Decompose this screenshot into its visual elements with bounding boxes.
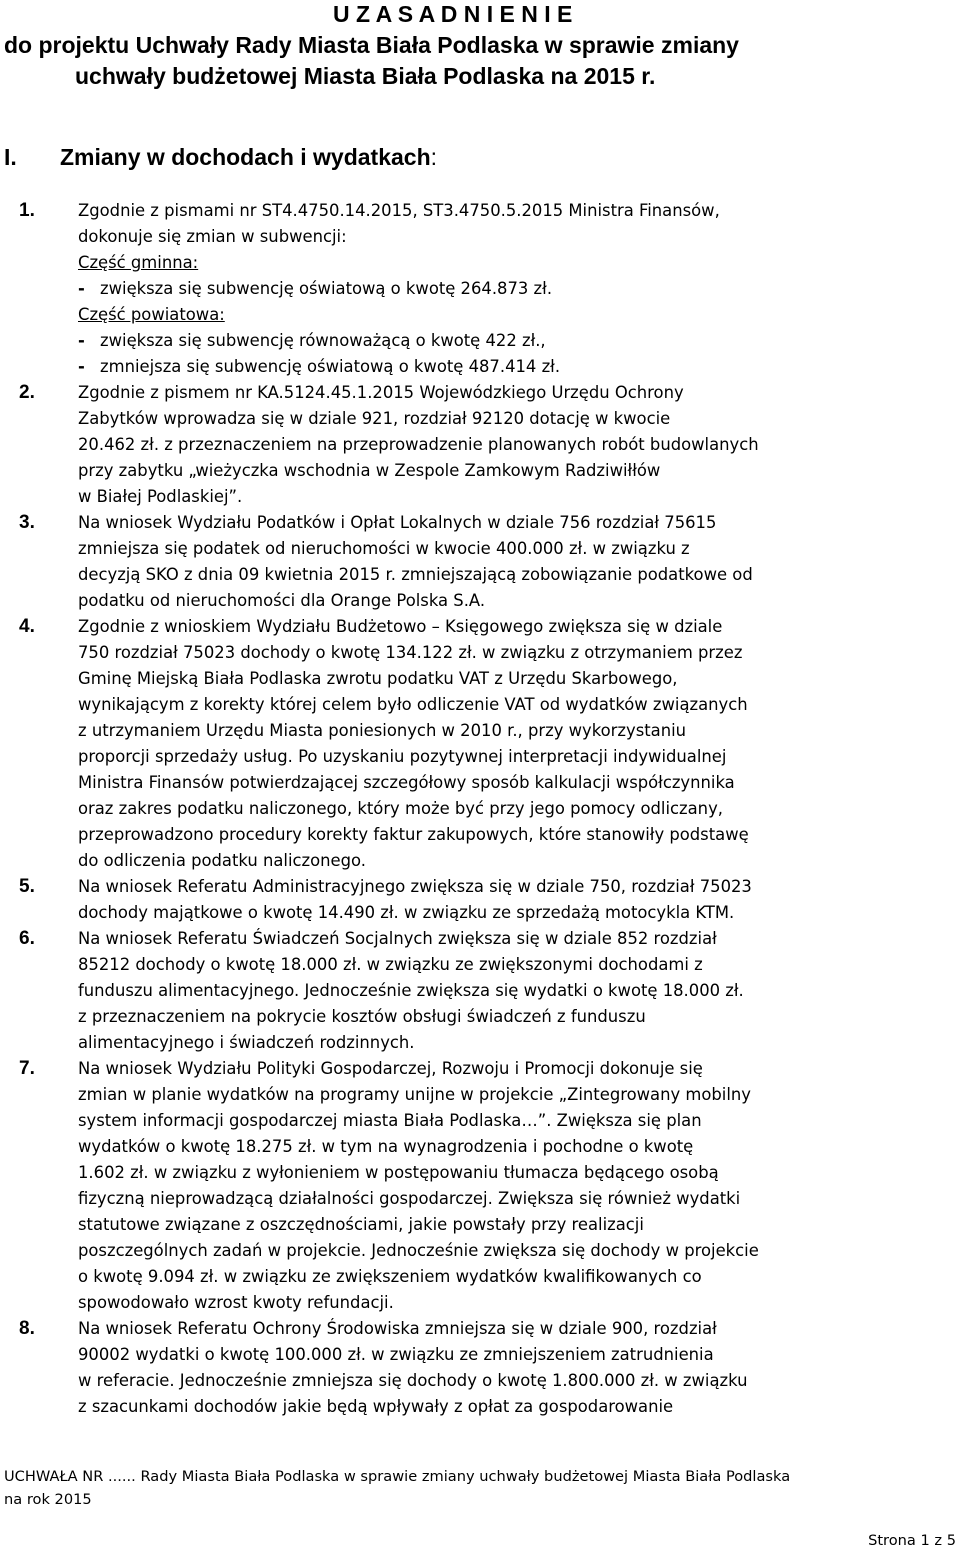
item-bullet-line: - zwiększa się subwencję równoważącą o kwotę 422 zł.,: [78, 328, 960, 354]
item-line: Zgodnie z pismami nr ST4.4750.14.2015, ST3.4750.5.2015 Ministra Finansów,: [78, 201, 720, 220]
item-line: poszczególnych zadań w projekcie. Jednocześnie zwiększa się dochody w projekcie: [78, 1241, 759, 1260]
item-line: 85212 dochody o kwotę 18.000 zł. w związku ze zwiększonymi dochodami z: [78, 955, 703, 974]
item-line: w Białej Podlaskiej”.: [78, 487, 243, 506]
item-line: z szacunkami dochodów jakie będą wpływały z opłat za gospodarowanie: [78, 1397, 674, 1416]
item-number: 2.: [19, 382, 35, 403]
item-line: alimentacyjnego i świadczeń rodzinnych.: [78, 1033, 415, 1052]
item-line: do odliczenia podatku naliczonego.: [78, 851, 366, 870]
item-line: Gminę Miejską Biała Podlaska zwrotu podatku VAT z Urzędu Skarbowego,: [78, 669, 678, 688]
item-line: w referacie. Jednocześnie zmniejsza się dochody o kwotę 1.800.000 zł. w związku: [78, 1371, 748, 1390]
item-line: dochody majątkowe o kwotę 14.490 zł. w związku ze sprzedażą motocykla KTM.: [78, 903, 735, 922]
item-line: przeprowadzono procedury korekty faktur zakupowych, które stanowiły podstawę: [78, 825, 749, 844]
item-line: Na wniosek Referatu Administracyjnego zwiększa się w dziale 750, rozdział 75023: [78, 877, 752, 896]
item-line: Na wniosek Referatu Ochrony Środowiska zmniejsza się w dziale 900, rozdział: [78, 1319, 717, 1338]
item-line: z przeznaczeniem na pokrycie kosztów obsługi świadczeń z funduszu: [78, 1007, 646, 1026]
list-item-1: [0, 198, 960, 380]
item-line: o kwotę 9.094 zł. w związku ze zwiększeniem wydatków kwalifikowanych co: [78, 1267, 702, 1286]
item-line: Na wniosek Wydziału Polityki Gospodarczej, Rozwoju i Promocji dokonuje się: [78, 1059, 703, 1078]
item-line: spowodowało wzrost kwoty refundacji.: [78, 1293, 394, 1312]
item-line: proporcji sprzedaży usług. Po uzyskaniu pozytywnej interpretacji indywidualnej: [78, 747, 727, 766]
item-line: przy zabytku „wieżyczka wschodnia w Zespole Zamkowym Radziwiłłów: [78, 461, 661, 480]
item-number: 1.: [19, 200, 35, 221]
page-number: Strona 1 z 5: [868, 1532, 956, 1549]
item-line: dokonuje się zmian w subwencji:: [78, 227, 347, 246]
section-title: Zmiany w dochodach i wydatkach: [60, 144, 431, 170]
item-number: 3.: [19, 512, 35, 533]
item-line: Zgodnie z wnioskiem Wydziału Budżetowo – Księgowego zwiększa się w dziale: [78, 617, 723, 636]
item-line: statutowe związane z oszczędnościami, jakie powstały przy realizacji: [78, 1215, 644, 1234]
list-item-8: [0, 1316, 960, 1420]
item-bullet-line: - zwiększa się subwencję oświatową o kwotę 264.873 zł.: [78, 276, 960, 302]
item-line: Zgodnie z pismem nr KA.5124.45.1.2015 Wojewódzkiego Urzędu Ochrony: [78, 383, 684, 402]
item-line: Zabytków wprowadza się w dziale 921, rozdział 92120 dotację w kwocie: [78, 409, 671, 428]
footer-year-line: na rok 2015: [4, 1491, 92, 1508]
section-title-colon: :: [430, 144, 438, 170]
item-bullet-line: - zmniejsza się subwencję oświatową o kwotę 487.414 zł.: [78, 354, 960, 380]
item-line: funduszu alimentacyjnego. Jednocześnie zwiększa się wydatki o kwotę 18.000 zł.: [78, 981, 744, 1000]
item-line: 1.602 zł. w związku z wyłonieniem w postępowaniu tłumacza będącego osobą: [78, 1163, 719, 1182]
changes-list: [0, 198, 960, 1420]
section-number: I.: [4, 144, 17, 170]
document-subtitle-line-1: do projektu Uchwały Rady Miasta Biała Podlaska w sprawie zmiany: [4, 32, 739, 58]
item-line: wydatków o kwotę 18.275 zł. w tym na wynagrodzenia i pochodne o kwotę: [78, 1137, 694, 1156]
document-subtitle-line-2: uchwały budżetowej Miasta Biała Podlaska na 2015 r.: [75, 63, 656, 89]
page-footer: [4, 1465, 790, 1511]
list-item-7: [0, 1056, 960, 1316]
footer-resolution-line: UCHWAŁA NR ...... Rady Miasta Biała Podlaska w sprawie zmiany uchwały budżetowej Miasta Biała Podlaska: [4, 1468, 791, 1485]
list-item-3: [0, 510, 960, 614]
item-number: 6.: [19, 928, 35, 949]
item-number: 5.: [19, 876, 35, 897]
item-line: oraz zakres podatku naliczonego, który może być przy jego pomocy odliczany,: [78, 799, 723, 818]
list-item-2: [0, 380, 960, 510]
part-heading-powiatowa: Część powiatowa:: [78, 305, 225, 324]
item-line: Ministra Finansów potwierdzającej szczegółowy sposób kalkulacji współczynnika: [78, 773, 735, 792]
item-number: 7.: [19, 1058, 35, 1079]
dash-bullet: -: [78, 331, 85, 350]
item-line: wynikającym z korekty której celem było odliczenie VAT od wydatków związanych: [78, 695, 748, 714]
item-line: podatku od nieruchomości dla Orange Polska S.A.: [78, 591, 486, 610]
list-item-6: [0, 926, 960, 1056]
item-number: 8.: [19, 1318, 35, 1339]
document-title: U Z A S A D N I E N I E: [333, 1, 573, 27]
dash-bullet: -: [78, 357, 85, 376]
dash-bullet: -: [78, 279, 85, 298]
item-line: z utrzymaniem Urzędu Miasta poniesionych w 2010 r., przy wykorzystaniu: [78, 721, 687, 740]
part-heading-gminna: Część gminna:: [78, 253, 199, 272]
list-item-4: [0, 614, 960, 874]
item-line: system informacji gospodarczej miasta Biała Podlaska…”. Zwiększa się plan: [78, 1111, 702, 1130]
item-line: 90002 wydatki o kwotę 100.000 zł. w związku ze zmniejszeniem zatrudnienia: [78, 1345, 714, 1364]
list-item-5: [0, 874, 960, 926]
item-line: zmniejsza się podatek od nieruchomości w kwocie 400.000 zł. w związku z: [78, 539, 690, 558]
item-line: Na wniosek Wydziału Podatków i Opłat Lokalnych w dziale 756 rozdział 75615: [78, 513, 717, 532]
item-line: fizyczną nieprowadzącą działalności gospodarczej. Zwiększa się również wydatki: [78, 1189, 741, 1208]
item-line: 750 rozdział 75023 dochody o kwotę 134.122 zł. w związku z otrzymaniem przez: [78, 643, 743, 662]
item-number: 4.: [19, 616, 35, 637]
item-line: decyzją SKO z dnia 09 kwietnia 2015 r. zmniejszającą zobowiązanie podatkowe od: [78, 565, 753, 584]
item-line: zmian w planie wydatków na programy unijne w projekcie „Zintegrowany mobilny: [78, 1085, 751, 1104]
item-line: 20.462 zł. z przeznaczeniem na przeprowadzenie planowanych robót budowlanych: [78, 435, 759, 454]
item-line: Na wniosek Referatu Świadczeń Socjalnych zwiększa się w dziale 852 rozdział: [78, 929, 717, 948]
